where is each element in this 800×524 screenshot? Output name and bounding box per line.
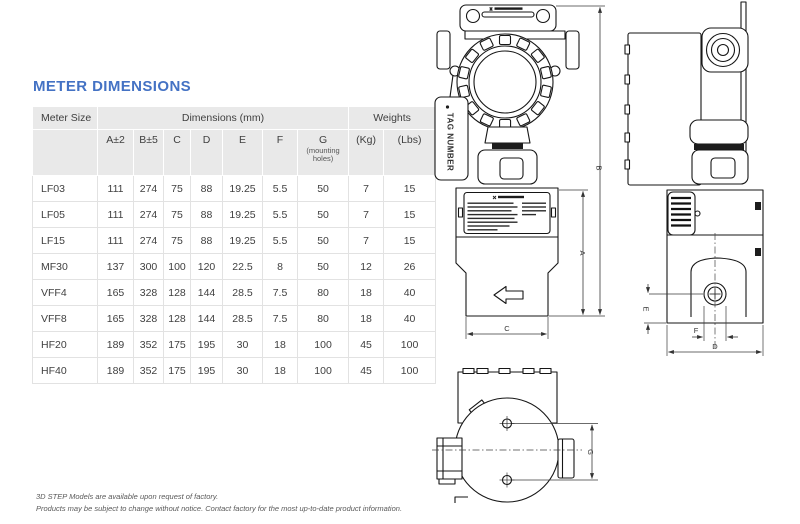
tag-label: TAG NUMBER [445, 112, 455, 172]
col-header-g [298, 130, 349, 176]
cell-c: 128 [164, 280, 191, 306]
cell-g: 50 [298, 176, 349, 202]
cell-c: 128 [164, 306, 191, 332]
cell-f: 7.5 [263, 306, 298, 332]
tag-bullet [446, 105, 449, 108]
cell-c: 175 [164, 358, 191, 384]
bracket-hole-right [537, 10, 550, 23]
cell-model: MF30 [33, 254, 98, 280]
cell-kg: 7 [349, 176, 384, 202]
col-header-f: F [263, 130, 298, 176]
outlet-flange-right [558, 439, 574, 478]
table-group-header-row [33, 107, 436, 130]
edge-mark-top [755, 202, 761, 210]
cell-kg: 12 [349, 254, 384, 280]
cell-b: 352 [134, 358, 164, 384]
bracket-slot [482, 12, 534, 17]
cell-d: 144 [191, 280, 223, 306]
cell-b: 274 [134, 228, 164, 254]
cell-f: 5.5 [263, 228, 298, 254]
nameplate-clip-left [459, 208, 463, 217]
cell-lbs: 15 [384, 202, 436, 228]
dim-label-f: F [693, 326, 699, 335]
cell-d: 144 [191, 306, 223, 332]
dimension-e [642, 284, 667, 334]
cell-g: 50 [298, 254, 349, 280]
display-bezel-ring [457, 34, 553, 130]
col-header-a: A±2 [98, 130, 134, 176]
cell-d: 120 [191, 254, 223, 280]
header-weights: Weights [349, 107, 436, 130]
technical-drawing [430, 0, 800, 524]
cell-a: 111 [98, 202, 134, 228]
cell-g: 100 [298, 332, 349, 358]
cell-f: 18 [263, 332, 298, 358]
meter-neck-side [690, 120, 748, 184]
mounting-bracket [460, 5, 556, 31]
table-row [33, 176, 436, 202]
cell-f: 8 [263, 254, 298, 280]
cell-e: 30 [223, 332, 263, 358]
cell-model: HF40 [33, 358, 98, 384]
meter-body-front [456, 188, 558, 316]
cell-model: LF05 [33, 202, 98, 228]
meter-neck-front [478, 127, 537, 184]
col-header-kg: (Kg) [349, 130, 384, 176]
page-title: METER DIMENSIONS [33, 78, 192, 95]
cell-b: 328 [134, 280, 164, 306]
cell-lbs: 15 [384, 176, 436, 202]
cell-g: 80 [298, 280, 349, 306]
header-meter-size: Meter Size [33, 107, 98, 130]
cell-b: 352 [134, 332, 164, 358]
inlet-flange-left [437, 438, 462, 484]
cell-e: 19.25 [223, 228, 263, 254]
cell-c: 75 [164, 202, 191, 228]
cell-kg: 45 [349, 332, 384, 358]
bottom-view [432, 369, 598, 504]
cell-f: 5.5 [263, 202, 298, 228]
cell-b: 300 [134, 254, 164, 280]
cell-c: 175 [164, 332, 191, 358]
nameplate-clip-right [552, 208, 556, 217]
cell-e: 28.5 [223, 306, 263, 332]
table-row [33, 228, 436, 254]
cell-d: 88 [191, 228, 223, 254]
cell-f: 7.5 [263, 280, 298, 306]
cell-a: 189 [98, 332, 134, 358]
cell-model: LF15 [33, 228, 98, 254]
header-blank [33, 130, 98, 176]
cell-b: 274 [134, 176, 164, 202]
cell-kg: 18 [349, 306, 384, 332]
dim-label-a: A [578, 250, 587, 256]
table-row [33, 306, 436, 332]
col-header-c: C [164, 130, 191, 176]
cell-e: 30 [223, 358, 263, 384]
meter-dimensions-table [32, 106, 436, 384]
cell-lbs: 40 [384, 280, 436, 306]
cell-kg: 7 [349, 228, 384, 254]
cell-e: 19.25 [223, 202, 263, 228]
cell-kg: 7 [349, 202, 384, 228]
cell-c: 100 [164, 254, 191, 280]
dim-label-c: C [504, 324, 510, 333]
dim-label-g: G [586, 449, 595, 455]
footer-note-1: 3D STEP Models are available upon request of factory. [36, 492, 219, 501]
cell-b: 274 [134, 202, 164, 228]
cell-lbs: 15 [384, 228, 436, 254]
fin-label [668, 192, 700, 235]
cell-c: 75 [164, 176, 191, 202]
table-row [33, 332, 436, 358]
bracket-hole-left [467, 10, 480, 23]
cell-c: 75 [164, 228, 191, 254]
cell-a: 111 [98, 228, 134, 254]
cell-d: 88 [191, 176, 223, 202]
cell-lbs: 100 [384, 358, 436, 384]
cell-model: VFF4 [33, 280, 98, 306]
col-header-d: D [191, 130, 223, 176]
footer-note-2: Products may be subject to change without notice. Contact factory for the most up-to-date product information. [36, 503, 403, 513]
cell-e: 22.5 [223, 254, 263, 280]
cell-e: 28.5 [223, 280, 263, 306]
dimension-c [466, 317, 548, 339]
cell-lbs: 40 [384, 306, 436, 332]
table-row [33, 254, 436, 280]
table-row [33, 280, 436, 306]
table-row [33, 202, 436, 228]
cell-f: 5.5 [263, 176, 298, 202]
cell-model: LF03 [33, 176, 98, 202]
footer-notes [36, 491, 402, 514]
col-header-b: B±5 [134, 130, 164, 176]
dim-label-d: D [712, 342, 718, 351]
cell-d: 88 [191, 202, 223, 228]
front-view [435, 5, 605, 339]
nameplate [459, 193, 556, 234]
cell-b: 328 [134, 306, 164, 332]
foot-detail [455, 497, 468, 503]
cell-a: 137 [98, 254, 134, 280]
dimension-a [559, 190, 588, 315]
cell-g: 50 [298, 228, 349, 254]
table-row [33, 358, 436, 384]
dim-label-e: E [641, 306, 651, 312]
cell-a: 165 [98, 306, 134, 332]
cell-g: 50 [298, 202, 349, 228]
dim-label-b: B [594, 165, 604, 171]
col-header-g-note: (mounting holes) [306, 146, 340, 164]
cell-f: 18 [263, 358, 298, 384]
side-view [625, 2, 763, 356]
housing-side [625, 33, 701, 185]
cell-model: HF20 [33, 332, 98, 358]
cell-a: 189 [98, 358, 134, 384]
table-columns-header-row [33, 130, 436, 176]
cell-lbs: 100 [384, 332, 436, 358]
col-header-lbs: (Lbs) [384, 130, 436, 176]
cell-model: VFF8 [33, 306, 98, 332]
cell-kg: 18 [349, 280, 384, 306]
col-header-g-label: G [318, 134, 328, 146]
cell-g: 80 [298, 306, 349, 332]
meter-body-side [649, 190, 763, 349]
cell-a: 165 [98, 280, 134, 306]
cell-e: 19.25 [223, 176, 263, 202]
cell-d: 195 [191, 358, 223, 384]
cell-a: 111 [98, 176, 134, 202]
cell-d: 195 [191, 332, 223, 358]
cell-lbs: 26 [384, 254, 436, 280]
edge-mark-bottom [755, 248, 761, 256]
cell-kg: 45 [349, 358, 384, 384]
header-dimensions-mm: Dimensions (mm) [98, 107, 349, 130]
cell-g: 100 [298, 358, 349, 384]
col-header-e: E [223, 130, 263, 176]
